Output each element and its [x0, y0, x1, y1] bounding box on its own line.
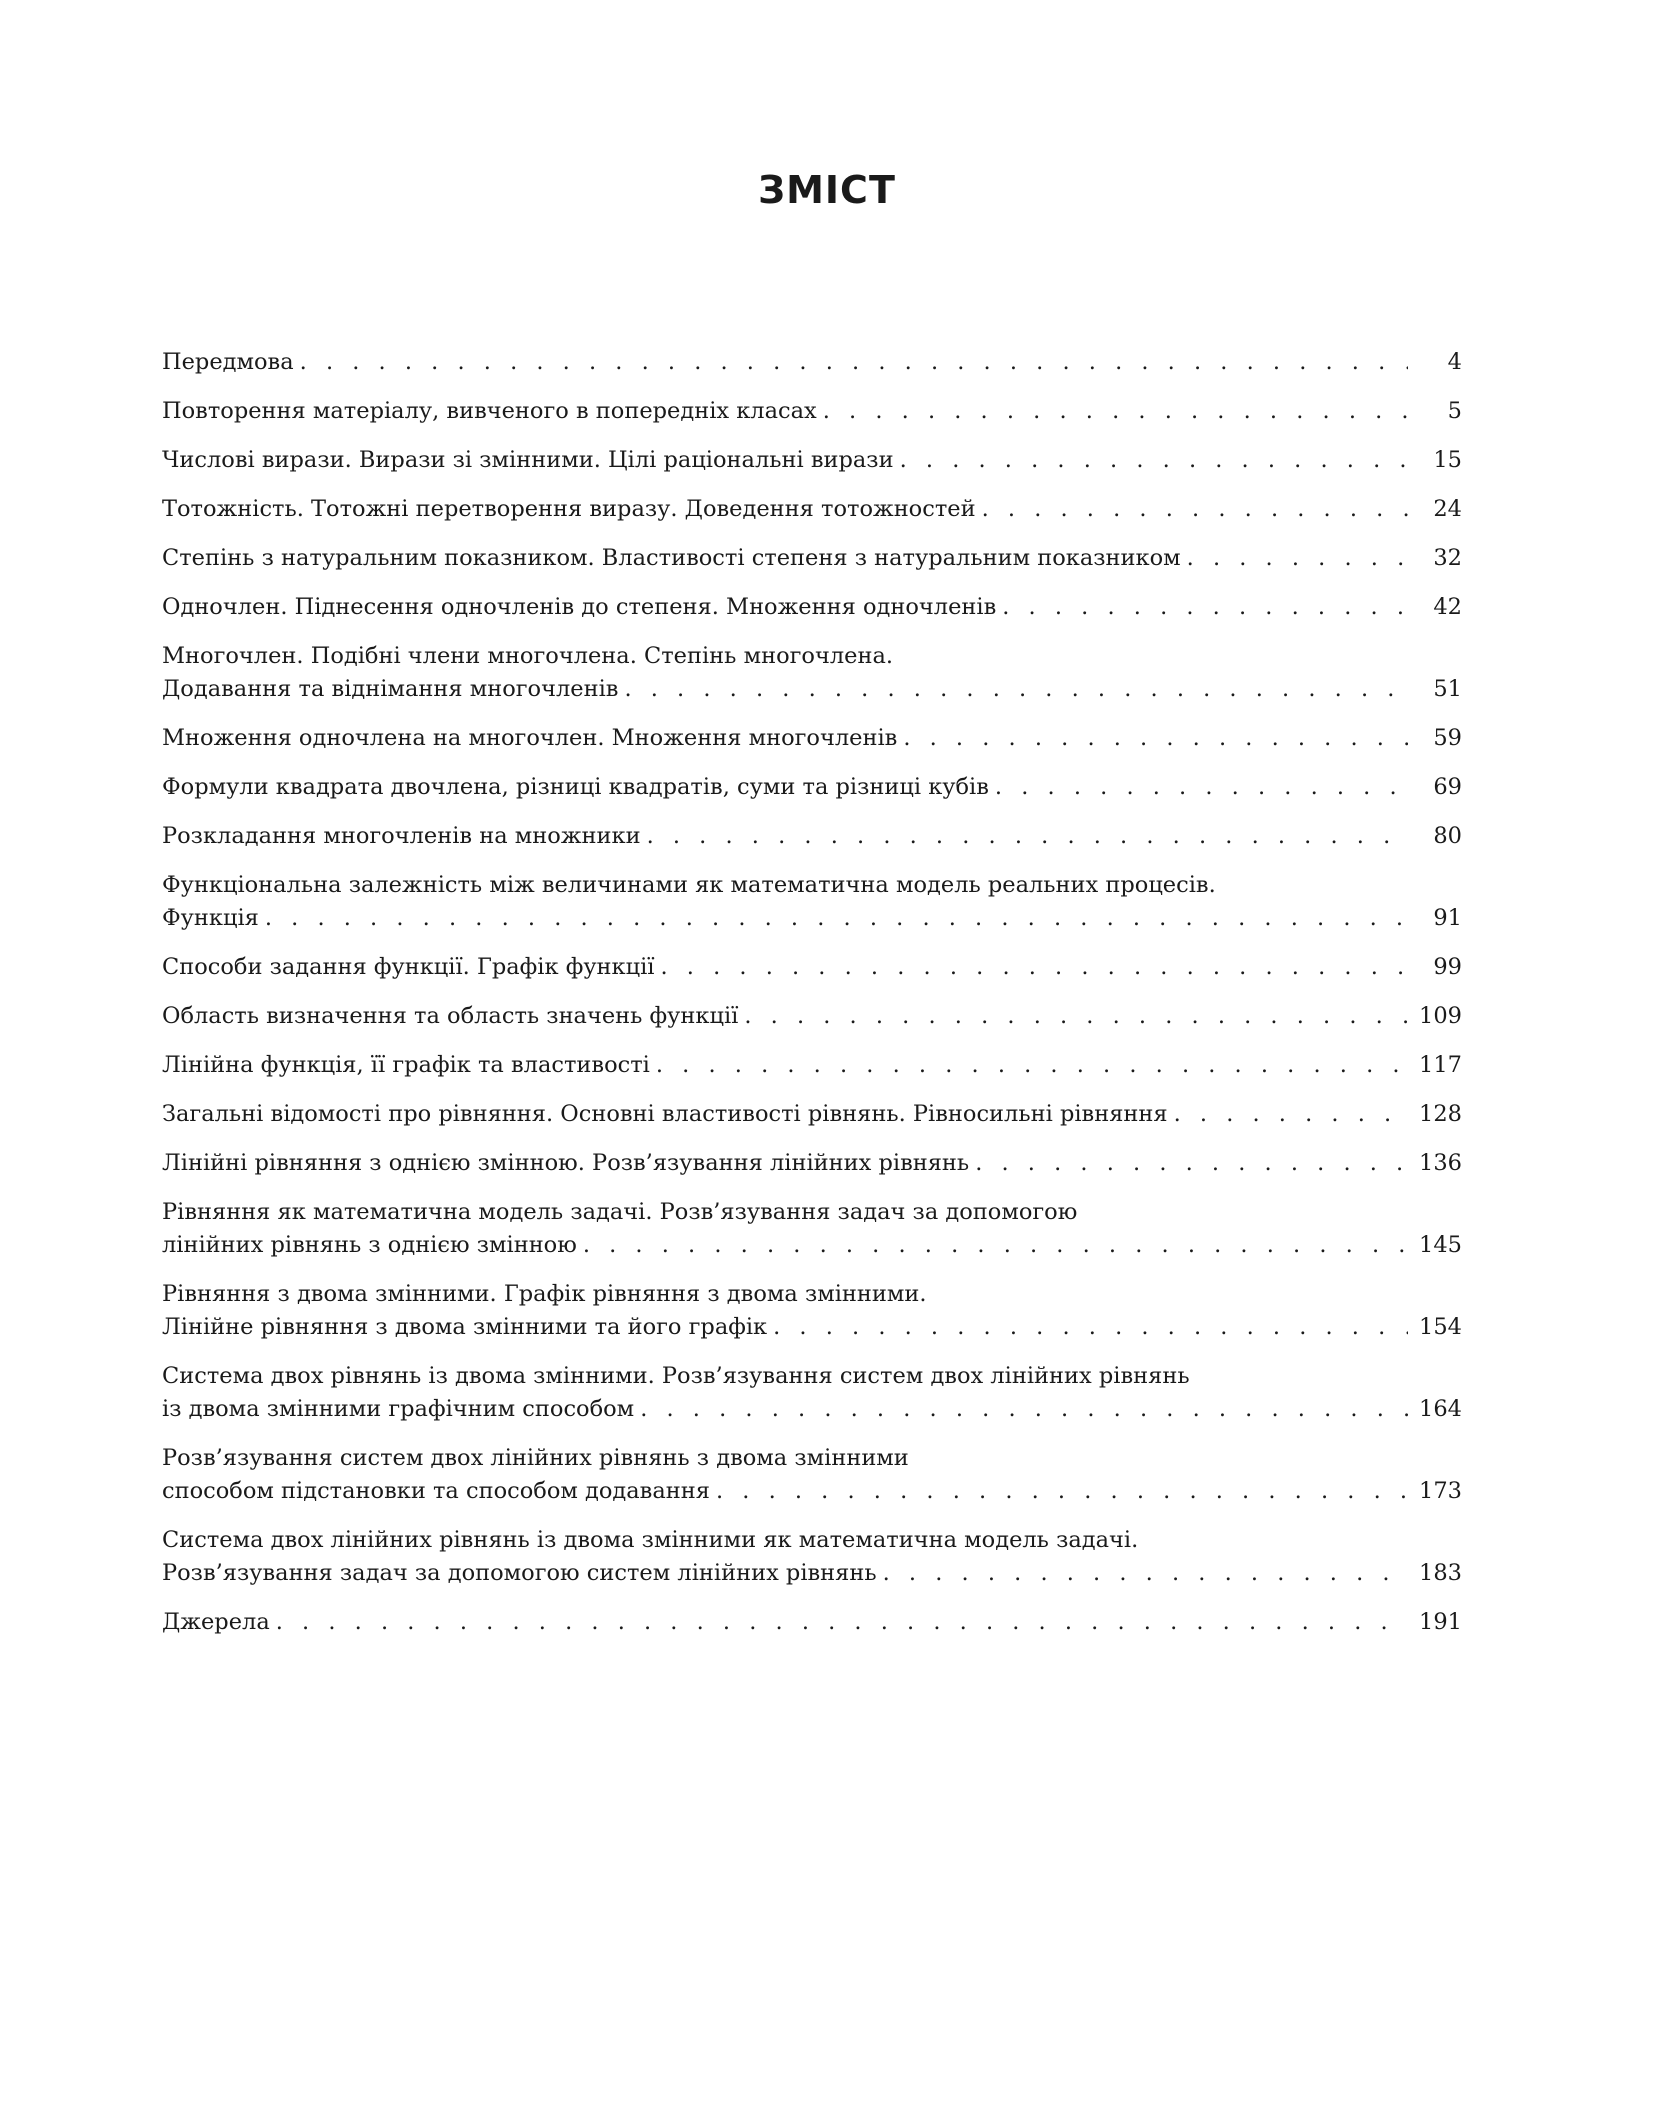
toc-page-number: 128	[1419, 1101, 1462, 1127]
toc-entry-title-line: Розкладання многочленів на множники	[162, 823, 641, 849]
toc-entry-leader-row	[162, 820, 1462, 853]
dot-leader	[823, 395, 1408, 428]
dot-leader	[276, 1606, 1408, 1639]
toc-page-number: 109	[1419, 1003, 1462, 1029]
toc-entry-leader-row	[162, 346, 1462, 379]
toc-page-number: 99	[1433, 954, 1462, 980]
toc-entry[interactable]	[162, 395, 1462, 428]
toc-entry-title-line: Способи задання функції. Графік функції	[162, 954, 655, 980]
toc-page-number: 154	[1419, 1314, 1462, 1340]
toc-entry-title-line: Система двох рівнянь із двома змінними. Розв’язування систем двох лінійних рівнянь	[162, 1363, 1190, 1389]
toc-entry[interactable]	[162, 820, 1462, 853]
toc-entry[interactable]	[162, 493, 1462, 526]
toc-entry-title-line: Область визначення та область значень функції	[162, 1003, 739, 1029]
page-title: ЗМІСТ	[758, 168, 896, 212]
toc-entry-title-line: Джерела	[162, 1609, 270, 1635]
toc-page-number: 4	[1447, 349, 1462, 375]
toc-page-number: 117	[1419, 1052, 1462, 1078]
dot-leader	[265, 902, 1408, 935]
toc-entry[interactable]	[162, 1524, 1462, 1590]
toc-page-number: 51	[1433, 676, 1462, 702]
toc-page-number: 183	[1419, 1560, 1462, 1586]
toc-entry-title-line: Одночлен. Піднесення одночленів до степеня. Множення одночленів	[162, 594, 997, 620]
dot-leader	[716, 1475, 1408, 1508]
dot-leader	[1187, 542, 1408, 575]
toc-entry[interactable]	[162, 1442, 1462, 1508]
dot-leader	[744, 1000, 1408, 1033]
toc-entry-title-line: Додавання та віднімання многочленів	[162, 676, 619, 702]
toc-entry-title-line: лінійних рівнянь з однією змінною	[162, 1232, 577, 1258]
toc-entry-title-line: Степінь з натуральним показником. Властивості степеня з натуральним показником	[162, 545, 1181, 571]
toc-entry-title-line: Числові вирази. Вирази зі змінними. Цілі раціональні вирази	[162, 447, 894, 473]
dot-leader	[1174, 1098, 1408, 1131]
toc-page-number: 191	[1419, 1609, 1462, 1635]
toc-entry[interactable]	[162, 771, 1462, 804]
toc-page-number: 164	[1419, 1396, 1462, 1422]
toc-page-number: 69	[1433, 774, 1462, 800]
toc-page-number: 42	[1433, 594, 1462, 620]
dot-leader	[656, 1049, 1408, 1082]
toc-entry-title-line: Формули квадрата двочлена, різниці квадратів, суми та різниці кубів	[162, 774, 989, 800]
table-of-contents	[162, 346, 1462, 1655]
toc-entry-leader-row	[162, 1475, 1462, 1508]
dot-leader	[773, 1311, 1408, 1344]
toc-page-number: 15	[1433, 447, 1462, 473]
toc-entry[interactable]	[162, 1196, 1462, 1262]
dot-leader	[982, 493, 1408, 526]
toc-entry-title-line: Множення одночлена на многочлен. Множення многочленів	[162, 725, 898, 751]
toc-page-number: 136	[1419, 1150, 1462, 1176]
toc-page-number: 24	[1433, 496, 1462, 522]
toc-entry-title-line: Рівняння як математична модель задачі. Розв’язування задач за допомогою	[162, 1199, 1078, 1225]
toc-entry-leader-row	[162, 493, 1462, 526]
toc-entry[interactable]	[162, 1606, 1462, 1639]
toc-entry-leader-row	[162, 951, 1462, 984]
toc-entry-title-line: Передмова	[162, 349, 294, 375]
dot-leader	[883, 1557, 1408, 1590]
toc-entry-title-line: Тотожність. Тотожні перетворення виразу. Доведення тотожностей	[162, 496, 976, 522]
toc-entry-title-line: Функція	[162, 905, 259, 931]
dot-leader	[1002, 591, 1408, 624]
toc-entry-leader-row	[162, 395, 1462, 428]
toc-page-number: 5	[1447, 398, 1462, 424]
toc-entry[interactable]	[162, 722, 1462, 755]
toc-entry-leader-row	[162, 771, 1462, 804]
toc-entry-leader-row	[162, 1000, 1462, 1033]
toc-entry-leader-row	[162, 542, 1462, 575]
toc-entry-leader-row	[162, 1049, 1462, 1082]
toc-entry-title-line: Функціональна залежність між величинами як математична модель реальних процесів.	[162, 872, 1216, 898]
toc-entry-leader-row	[162, 1393, 1462, 1426]
toc-entry-leader-row	[162, 591, 1462, 624]
toc-entry[interactable]	[162, 640, 1462, 706]
toc-entry[interactable]	[162, 951, 1462, 984]
toc-entry-leader-row	[162, 1098, 1462, 1131]
toc-entry-title-line: Рівняння з двома змінними. Графік рівняння з двома змінними.	[162, 1281, 927, 1307]
toc-entry-leader-row	[162, 1557, 1462, 1590]
dot-leader	[900, 444, 1408, 477]
toc-entry-leader-row	[162, 1606, 1462, 1639]
toc-entry[interactable]	[162, 444, 1462, 477]
toc-page-number: 145	[1419, 1232, 1462, 1258]
toc-page-number: 59	[1433, 725, 1462, 751]
toc-entry[interactable]	[162, 1147, 1462, 1180]
dot-leader	[660, 951, 1408, 984]
toc-entry[interactable]	[162, 346, 1462, 379]
toc-entry-title-line: Лінійні рівняння з однією змінною. Розв’язування лінійних рівнянь	[162, 1150, 970, 1176]
dot-leader	[975, 1147, 1408, 1180]
dot-leader	[647, 820, 1408, 853]
dot-leader	[903, 722, 1408, 755]
toc-entry-title-line: Лінійне рівняння з двома змінними та його графік	[162, 1314, 768, 1340]
dot-leader	[583, 1229, 1408, 1262]
toc-entry-leader-row	[162, 444, 1462, 477]
toc-entry-leader-row	[162, 902, 1462, 935]
toc-entry[interactable]	[162, 591, 1462, 624]
toc-entry-title-line: Повторення матеріалу, вивченого в попередніх класах	[162, 398, 817, 424]
toc-entry-title-line: Многочлен. Подібні члени многочлена. Степінь многочлена.	[162, 643, 894, 669]
dot-leader	[624, 673, 1408, 706]
toc-page-number: 32	[1433, 545, 1462, 571]
toc-entry[interactable]	[162, 542, 1462, 575]
toc-page-number: 91	[1433, 905, 1462, 931]
toc-entry-leader-row	[162, 1229, 1462, 1262]
toc-entry-title-line: Розв’язування задач за допомогою систем лінійних рівнянь	[162, 1560, 877, 1586]
toc-entry-title-line: Система двох лінійних рівнянь із двома змінними як математична модель задачі.	[162, 1527, 1139, 1553]
toc-entry-title-line: із двома змінними графічним способом	[162, 1396, 635, 1422]
toc-entry-leader-row	[162, 1311, 1462, 1344]
toc-entry[interactable]	[162, 869, 1462, 935]
dot-leader	[300, 346, 1408, 379]
toc-entry-title-line: Розв’язування систем двох лінійних рівнянь з двома змінними	[162, 1445, 909, 1471]
toc-entry[interactable]	[162, 1049, 1462, 1082]
toc-entry[interactable]	[162, 1360, 1462, 1426]
toc-entry-leader-row	[162, 722, 1462, 755]
toc-entry-title-line: способом підстановки та способом додавання	[162, 1478, 710, 1504]
toc-entry[interactable]	[162, 1098, 1462, 1131]
toc-entry-leader-row	[162, 673, 1462, 706]
toc-entry[interactable]	[162, 1000, 1462, 1033]
toc-entry-title-line: Загальні відомості про рівняння. Основні властивості рівнянь. Рівносильні рівняння	[162, 1101, 1168, 1127]
toc-entry-leader-row	[162, 1147, 1462, 1180]
toc-entry[interactable]	[162, 1278, 1462, 1344]
dot-leader	[640, 1393, 1408, 1426]
toc-page-number: 80	[1433, 823, 1462, 849]
toc-entry-title-line: Лінійна функція, її графік та властивості	[162, 1052, 650, 1078]
toc-page-number: 173	[1419, 1478, 1462, 1504]
dot-leader	[995, 771, 1408, 804]
